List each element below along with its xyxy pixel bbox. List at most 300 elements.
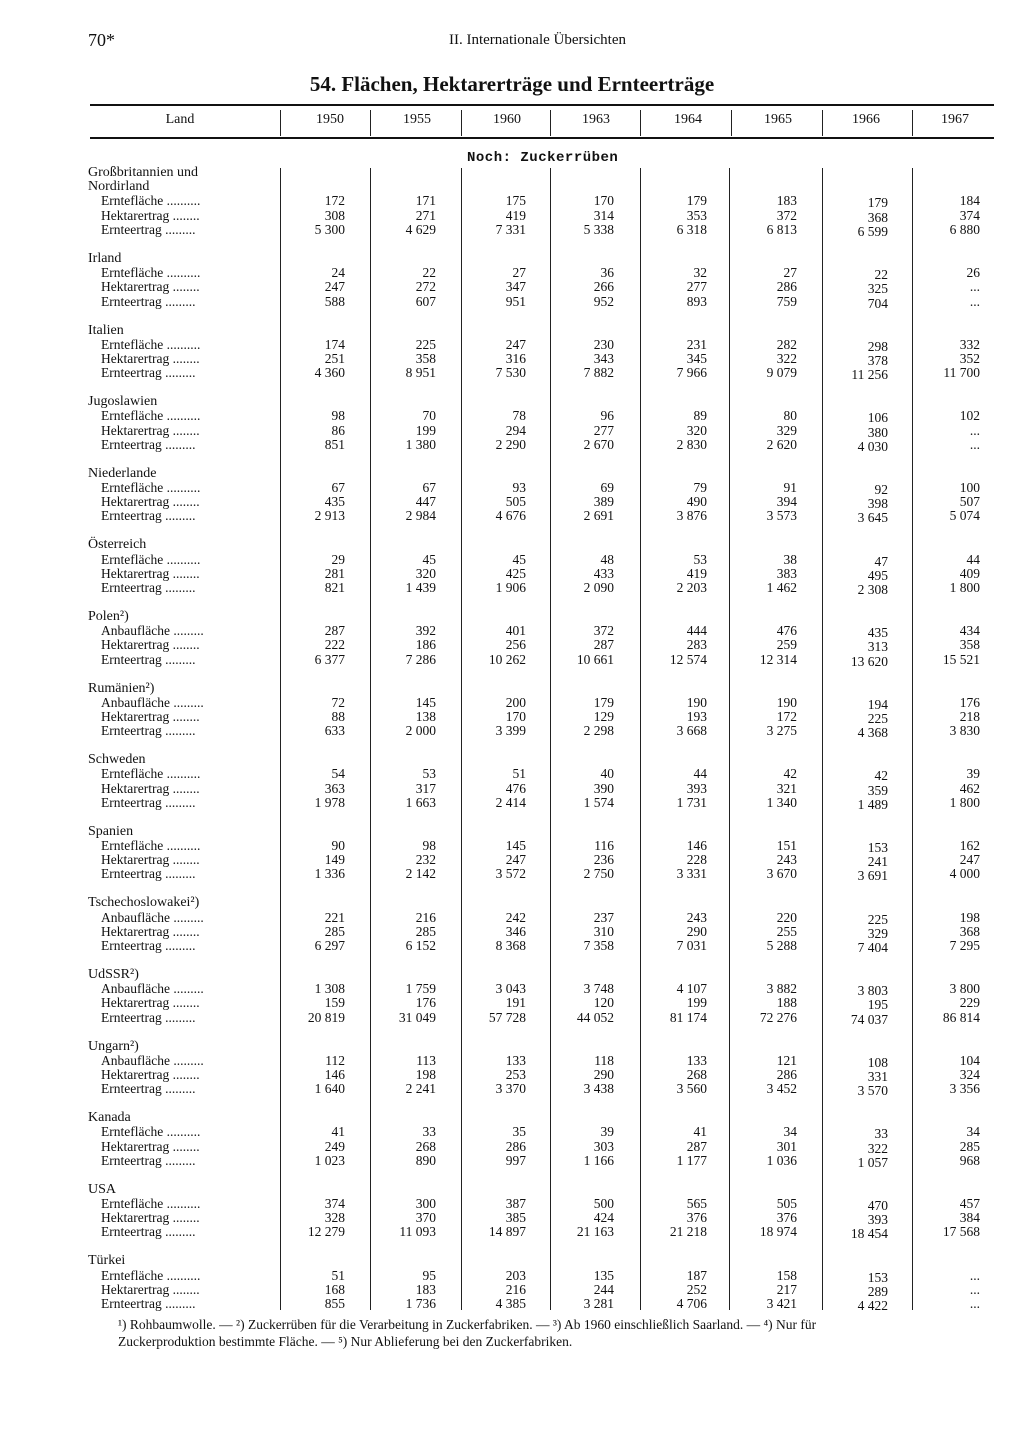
row-label: Ernteertrag ......... bbox=[101, 794, 196, 810]
cell-value: 394 bbox=[776, 494, 797, 510]
cell-value: 268 bbox=[415, 1138, 436, 1154]
cell-value: 98 bbox=[422, 838, 436, 853]
cell-value: 26 bbox=[966, 265, 980, 281]
cell-value: 384 bbox=[959, 1210, 980, 1226]
cell-value: 289 bbox=[867, 1283, 888, 1299]
cell-value: 190 bbox=[686, 694, 707, 710]
column-header-year: 1967 bbox=[941, 112, 969, 127]
cell-value: ... bbox=[969, 279, 980, 295]
cell-value: 2 913 bbox=[314, 508, 345, 524]
cell-value: 81 174 bbox=[669, 1009, 707, 1025]
cell-value: 425 bbox=[505, 565, 526, 581]
cell-value: 997 bbox=[505, 1152, 526, 1168]
cell-value: 3 275 bbox=[766, 723, 797, 739]
cell-value: 6 377 bbox=[314, 651, 345, 667]
row-label: Hektarertrag ........ bbox=[101, 1210, 200, 1226]
cell-value: 198 bbox=[959, 909, 980, 925]
cell-value: 298 bbox=[867, 338, 888, 354]
cell-value: 3 438 bbox=[583, 1081, 614, 1097]
row-label: Hektarertrag ........ bbox=[101, 995, 200, 1011]
cell-value: 393 bbox=[867, 1212, 888, 1228]
cell-value: 146 bbox=[686, 838, 707, 853]
cell-value: 170 bbox=[593, 193, 614, 209]
row-label: Ernteertrag ......... bbox=[101, 1081, 196, 1097]
cell-value: 217 bbox=[776, 1281, 797, 1297]
cell-value: 266 bbox=[593, 279, 614, 295]
cell-value: 183 bbox=[776, 193, 797, 209]
cell-value: 39 bbox=[600, 1124, 614, 1140]
cell-value: 434 bbox=[959, 623, 980, 639]
country-name: Italien bbox=[88, 322, 124, 338]
cell-value: 320 bbox=[686, 422, 707, 438]
cell-value: 7 882 bbox=[583, 365, 614, 381]
cell-value: 15 521 bbox=[942, 651, 980, 667]
cell-value: 821 bbox=[324, 580, 345, 595]
cell-value: 378 bbox=[867, 353, 888, 368]
column-header-year: 1966 bbox=[852, 112, 880, 127]
cell-value: 507 bbox=[959, 494, 980, 510]
cell-value: 286 bbox=[505, 1138, 526, 1154]
cell-value: 3 399 bbox=[495, 723, 526, 739]
cell-value: 313 bbox=[867, 639, 888, 655]
cell-value: 1 574 bbox=[583, 794, 614, 810]
cell-value: 179 bbox=[593, 694, 614, 710]
cell-value: 704 bbox=[867, 295, 888, 311]
row-label: Hektarertrag ........ bbox=[101, 1067, 200, 1082]
cell-value: 331 bbox=[867, 1069, 888, 1084]
cell-value: 146 bbox=[324, 1067, 345, 1082]
cell-value: 368 bbox=[959, 923, 980, 939]
cell-value: 565 bbox=[686, 1196, 707, 1211]
cell-value: 8 368 bbox=[495, 938, 526, 953]
cell-value: 314 bbox=[593, 207, 614, 223]
cell-value: 7 031 bbox=[676, 938, 707, 953]
cell-value: 281 bbox=[324, 565, 345, 581]
row-label: Anbaufläche ......... bbox=[101, 1052, 204, 1068]
cell-value: 21 163 bbox=[576, 1224, 614, 1240]
row-label: Ernteertrag ......... bbox=[101, 365, 196, 381]
cell-value: 31 049 bbox=[398, 1009, 436, 1025]
cell-value: 7 358 bbox=[583, 938, 614, 953]
cell-value: 328 bbox=[324, 1210, 345, 1226]
cell-value: 195 bbox=[867, 997, 888, 1013]
cell-value: 79 bbox=[693, 480, 707, 495]
cell-value: 277 bbox=[593, 422, 614, 438]
cell-value: 2 670 bbox=[583, 436, 614, 452]
cell-value: 193 bbox=[686, 709, 707, 724]
cell-value: 90 bbox=[331, 838, 345, 853]
cell-value: 3 570 bbox=[857, 1083, 888, 1099]
cell-value: 345 bbox=[686, 351, 707, 366]
cell-value: 96 bbox=[600, 408, 614, 424]
cell-value: 184 bbox=[959, 193, 980, 209]
cell-value: 4 676 bbox=[495, 508, 526, 524]
cell-value: 113 bbox=[416, 1052, 436, 1068]
row-label: Ernteertrag ......... bbox=[101, 1152, 196, 1168]
cell-value: 1 166 bbox=[583, 1152, 614, 1168]
cell-value: 67 bbox=[331, 480, 345, 495]
cell-value: 1 978 bbox=[314, 794, 345, 810]
cell-value: 3 560 bbox=[676, 1081, 707, 1097]
cell-value: 118 bbox=[594, 1052, 614, 1068]
cell-value: 2 298 bbox=[583, 723, 614, 739]
cell-value: 9 079 bbox=[766, 365, 797, 381]
cell-value: 283 bbox=[686, 637, 707, 653]
cell-value: 2 090 bbox=[583, 580, 614, 595]
country-name: Österreich bbox=[88, 537, 147, 553]
cell-value: 1 380 bbox=[405, 436, 436, 452]
cell-value: 3 331 bbox=[676, 866, 707, 882]
cell-value: 286 bbox=[776, 1067, 797, 1082]
cell-value: 4 368 bbox=[857, 725, 888, 741]
cell-value: 409 bbox=[959, 565, 980, 581]
cell-value: 57 728 bbox=[488, 1009, 526, 1025]
cell-value: ... bbox=[969, 1267, 980, 1283]
cell-value: 242 bbox=[505, 909, 526, 925]
cell-value: 6 813 bbox=[766, 221, 797, 237]
country-name: Schweden bbox=[88, 752, 146, 768]
row-label: Anbaufläche ......... bbox=[101, 623, 204, 639]
row-label: Erntefläche .......... bbox=[101, 766, 201, 782]
cell-value: 490 bbox=[686, 494, 707, 510]
cell-value: 38 bbox=[783, 551, 797, 567]
cell-value: 230 bbox=[593, 336, 614, 352]
cell-value: 1 462 bbox=[766, 580, 797, 595]
cell-value: 133 bbox=[505, 1052, 526, 1068]
cell-value: 225 bbox=[415, 336, 436, 352]
cell-value: 308 bbox=[324, 207, 345, 223]
cell-value: 3 830 bbox=[949, 723, 980, 739]
cell-value: 1 663 bbox=[405, 794, 436, 810]
cell-value: 22 bbox=[422, 265, 436, 281]
row-label: Ernteertrag ......... bbox=[101, 580, 196, 595]
cell-value: 588 bbox=[324, 293, 345, 309]
cell-value: 6 297 bbox=[314, 938, 345, 953]
cell-value: 476 bbox=[776, 623, 797, 639]
cell-value: 332 bbox=[959, 336, 980, 352]
cell-value: 69 bbox=[600, 480, 614, 495]
cell-value: 120 bbox=[593, 995, 614, 1011]
cell-value: 607 bbox=[415, 293, 436, 309]
cell-value: 183 bbox=[415, 1281, 436, 1297]
row-label: Erntefläche .......... bbox=[101, 1196, 201, 1211]
cell-value: 221 bbox=[324, 909, 345, 925]
cell-value: 287 bbox=[686, 1138, 707, 1154]
cell-value: 3 803 bbox=[857, 983, 888, 999]
cell-value: 759 bbox=[776, 293, 797, 309]
cell-value: 363 bbox=[324, 780, 345, 796]
cell-value: 271 bbox=[415, 207, 436, 223]
row-label: Ernteertrag ......... bbox=[101, 723, 196, 739]
cell-value: 2 750 bbox=[583, 866, 614, 882]
cell-value: 33 bbox=[874, 1126, 888, 1142]
cell-value: 3 573 bbox=[766, 508, 797, 524]
row-label: Anbaufläche ......... bbox=[101, 694, 204, 710]
cell-value: 231 bbox=[686, 336, 707, 352]
cell-value: 4 629 bbox=[405, 221, 436, 237]
cell-value: 247 bbox=[505, 336, 526, 352]
cell-value: 419 bbox=[686, 565, 707, 581]
country-name: Türkei bbox=[88, 1253, 126, 1269]
footnotes bbox=[118, 1316, 998, 1350]
cell-value: 3 452 bbox=[766, 1081, 797, 1097]
row-label: Hektarertrag ........ bbox=[101, 852, 200, 868]
cell-value: 462 bbox=[959, 780, 980, 796]
cell-value: 98 bbox=[331, 408, 345, 424]
cell-value: 380 bbox=[867, 424, 888, 440]
cell-value: 376 bbox=[776, 1210, 797, 1226]
cell-value: 5 338 bbox=[583, 221, 614, 237]
cell-value: 893 bbox=[686, 293, 707, 309]
cell-value: 500 bbox=[593, 1196, 614, 1211]
cell-value: 194 bbox=[867, 696, 888, 712]
cell-value: 347 bbox=[505, 279, 526, 295]
cell-value: 40 bbox=[600, 766, 614, 782]
cell-value: 74 037 bbox=[850, 1011, 888, 1027]
cell-value: 7 286 bbox=[405, 651, 436, 667]
cell-value: 310 bbox=[593, 923, 614, 939]
row-label: Hektarertrag ........ bbox=[101, 207, 200, 223]
cell-value: 78 bbox=[512, 408, 526, 424]
cell-value: 89 bbox=[693, 408, 707, 424]
cell-value: 385 bbox=[505, 1210, 526, 1226]
cell-value: 3 281 bbox=[583, 1296, 614, 1311]
cell-value: ... bbox=[969, 436, 980, 452]
cell-value: 129 bbox=[593, 709, 614, 724]
cell-value: 8 951 bbox=[405, 365, 436, 381]
country-name: Ungarn²) bbox=[88, 1038, 139, 1054]
cell-value: 372 bbox=[593, 623, 614, 639]
row-label: Anbaufläche ......... bbox=[101, 981, 204, 997]
cell-value: 3 356 bbox=[949, 1081, 980, 1097]
row-label: Erntefläche .......... bbox=[101, 551, 201, 567]
cell-value: 252 bbox=[686, 1281, 707, 1297]
cell-value: 316 bbox=[505, 351, 526, 366]
cell-value: 1 336 bbox=[314, 866, 345, 882]
cell-value: 855 bbox=[324, 1296, 345, 1311]
cell-value: 176 bbox=[415, 995, 436, 1011]
cell-value: 222 bbox=[324, 637, 345, 653]
cell-value: 2 203 bbox=[676, 580, 707, 595]
cell-value: 2 241 bbox=[405, 1081, 436, 1097]
cell-value: 3 043 bbox=[495, 981, 526, 997]
cell-value: 2 414 bbox=[495, 794, 526, 810]
cell-value: 162 bbox=[959, 838, 980, 853]
cell-value: 1 906 bbox=[495, 580, 526, 595]
cell-value: 187 bbox=[686, 1267, 707, 1283]
row-label: Ernteertrag ......... bbox=[101, 651, 196, 667]
footnote-line: Zuckerproduktion bestimmte Fläche. — ⁵) Nur Ablieferung bei den Zuckerfabriken. bbox=[118, 1334, 573, 1349]
cell-value: 158 bbox=[776, 1267, 797, 1283]
cell-value: 358 bbox=[959, 637, 980, 653]
country-name: UdSSR²) bbox=[88, 967, 139, 982]
cell-value: 228 bbox=[686, 852, 707, 868]
cell-value: 179 bbox=[867, 195, 888, 211]
cell-value: 383 bbox=[776, 565, 797, 581]
cell-value: 54 bbox=[331, 766, 345, 782]
column-header-year: 1955 bbox=[403, 112, 431, 127]
cell-value: 470 bbox=[867, 1198, 888, 1213]
row-label: Erntefläche .......... bbox=[101, 1267, 201, 1283]
row-label: Hektarertrag ........ bbox=[101, 637, 200, 653]
cell-value: 10 262 bbox=[488, 651, 526, 667]
cell-value: 100 bbox=[959, 480, 980, 495]
cell-value: 108 bbox=[867, 1054, 888, 1070]
cell-value: 7 331 bbox=[495, 221, 526, 237]
cell-value: 174 bbox=[324, 336, 345, 352]
cell-value: 14 897 bbox=[488, 1224, 526, 1240]
cell-value: 372 bbox=[776, 207, 797, 223]
country-name: Niederlande bbox=[88, 465, 157, 481]
cell-value: 2 000 bbox=[405, 723, 436, 739]
column-header-year: 1950 bbox=[316, 112, 344, 127]
cell-value: 3 370 bbox=[495, 1081, 526, 1097]
row-label: Erntefläche .......... bbox=[101, 408, 201, 424]
cell-value: 133 bbox=[686, 1052, 707, 1068]
cell-value: 39 bbox=[966, 766, 980, 782]
cell-value: 92 bbox=[874, 482, 888, 497]
country-name: Tschechoslowakei²) bbox=[88, 895, 200, 911]
cell-value: 27 bbox=[783, 265, 797, 281]
cell-value: 320 bbox=[415, 565, 436, 581]
cell-value: 1 023 bbox=[314, 1152, 345, 1168]
row-label: Erntefläche .......... bbox=[101, 265, 201, 281]
cell-value: 4 030 bbox=[857, 438, 888, 454]
cell-value: 216 bbox=[415, 909, 436, 925]
row-label: Hektarertrag ........ bbox=[101, 780, 200, 796]
cell-value: 247 bbox=[324, 279, 345, 295]
cell-value: 172 bbox=[324, 193, 345, 209]
cell-value: 376 bbox=[686, 1210, 707, 1226]
country-name: Nordirland bbox=[88, 179, 150, 195]
cell-value: 34 bbox=[783, 1124, 797, 1140]
cell-value: 243 bbox=[686, 909, 707, 925]
row-label: Hektarertrag ........ bbox=[101, 1281, 200, 1297]
cell-value: 2 691 bbox=[583, 508, 614, 524]
cell-value: 232 bbox=[415, 852, 436, 868]
cell-value: 121 bbox=[776, 1052, 797, 1068]
cell-value: 36 bbox=[600, 265, 614, 281]
row-label: Ernteertrag ......... bbox=[101, 938, 196, 953]
cell-value: 188 bbox=[776, 995, 797, 1011]
cell-value: 34 bbox=[966, 1124, 980, 1140]
cell-value: 6 152 bbox=[405, 938, 436, 953]
cell-value: 952 bbox=[593, 293, 614, 309]
cell-value: 1 340 bbox=[766, 794, 797, 810]
cell-value: 2 290 bbox=[495, 436, 526, 452]
cell-value: ... bbox=[969, 1296, 980, 1311]
cell-value: 3 882 bbox=[766, 981, 797, 997]
cell-value: 104 bbox=[959, 1052, 980, 1068]
cell-value: 495 bbox=[867, 567, 888, 583]
row-label: Hektarertrag ........ bbox=[101, 709, 200, 724]
cell-value: 18 454 bbox=[850, 1226, 888, 1242]
cell-value: 4 422 bbox=[857, 1298, 888, 1313]
cell-value: 1 800 bbox=[949, 580, 980, 595]
cell-value: 236 bbox=[593, 852, 614, 868]
cell-value: 287 bbox=[593, 637, 614, 653]
cell-value: 42 bbox=[874, 768, 888, 784]
cell-value: 106 bbox=[867, 410, 888, 426]
row-label: Ernteertrag ......... bbox=[101, 1009, 196, 1025]
cell-value: 220 bbox=[776, 909, 797, 925]
row-label: Hektarertrag ........ bbox=[101, 279, 200, 295]
cell-value: 13 620 bbox=[850, 653, 888, 669]
cell-value: 255 bbox=[776, 923, 797, 939]
cell-value: 12 314 bbox=[759, 651, 797, 667]
row-label: Erntefläche .......... bbox=[101, 1124, 201, 1140]
cell-value: 435 bbox=[324, 494, 345, 510]
cell-value: 7 530 bbox=[495, 365, 526, 381]
cell-value: 1 308 bbox=[314, 981, 345, 997]
cell-value: 24 bbox=[331, 265, 345, 281]
cell-value: 145 bbox=[415, 694, 436, 710]
row-label: Hektarertrag ........ bbox=[101, 494, 200, 510]
cell-value: 277 bbox=[686, 279, 707, 295]
cell-value: 433 bbox=[593, 565, 614, 581]
cell-value: 42 bbox=[783, 766, 797, 782]
cell-value: 218 bbox=[959, 709, 980, 724]
cell-value: 374 bbox=[324, 1196, 345, 1211]
cell-value: 153 bbox=[867, 840, 888, 855]
column-header-year: 1960 bbox=[493, 112, 521, 127]
running-head: II. Internationale Übersichten bbox=[449, 32, 627, 48]
cell-value: 401 bbox=[505, 623, 526, 639]
cell-value: 20 819 bbox=[307, 1009, 345, 1025]
cell-value: 172 bbox=[776, 709, 797, 724]
cell-value: 1 736 bbox=[405, 1296, 436, 1311]
row-label: Ernteertrag ......... bbox=[101, 293, 196, 309]
cell-value: 135 bbox=[593, 1267, 614, 1283]
cell-value: 48 bbox=[600, 551, 614, 567]
cell-value: 390 bbox=[593, 780, 614, 796]
cell-value: 285 bbox=[959, 1138, 980, 1154]
cell-value: 317 bbox=[415, 780, 436, 796]
cell-value: 398 bbox=[867, 496, 888, 512]
row-label: Anbaufläche ......... bbox=[101, 909, 204, 925]
cell-value: 149 bbox=[324, 852, 345, 868]
section-label: Noch: Zuckerrüben bbox=[467, 150, 619, 166]
cell-value: 5 300 bbox=[314, 221, 345, 237]
cell-value: 3 691 bbox=[857, 868, 888, 884]
cell-value: 159 bbox=[324, 995, 345, 1011]
cell-value: 199 bbox=[686, 995, 707, 1011]
cell-value: 3 645 bbox=[857, 510, 888, 526]
cell-value: 145 bbox=[505, 838, 526, 853]
cell-value: 35 bbox=[512, 1124, 526, 1140]
cell-value: 80 bbox=[783, 408, 797, 424]
cell-value: 247 bbox=[505, 852, 526, 868]
cell-value: 11 256 bbox=[851, 367, 888, 383]
cell-value: 285 bbox=[324, 923, 345, 939]
row-label: Erntefläche .......... bbox=[101, 336, 201, 352]
row-label: Hektarertrag ........ bbox=[101, 1138, 200, 1154]
cell-value: 287 bbox=[324, 623, 345, 639]
cell-value: 171 bbox=[415, 193, 436, 209]
row-label: Hektarertrag ........ bbox=[101, 565, 200, 581]
cell-value: 70 bbox=[422, 408, 436, 424]
cell-value: 47 bbox=[874, 553, 888, 569]
cell-value: 1 177 bbox=[676, 1152, 707, 1168]
cell-value: 457 bbox=[959, 1196, 980, 1211]
cell-value: 51 bbox=[331, 1267, 345, 1283]
country-name: Polen²) bbox=[88, 609, 129, 624]
cell-value: 216 bbox=[505, 1281, 526, 1297]
cell-value: 138 bbox=[415, 709, 436, 724]
country-name: Spanien bbox=[88, 823, 134, 839]
cell-value: 968 bbox=[959, 1152, 980, 1168]
cell-value: 851 bbox=[324, 436, 345, 452]
